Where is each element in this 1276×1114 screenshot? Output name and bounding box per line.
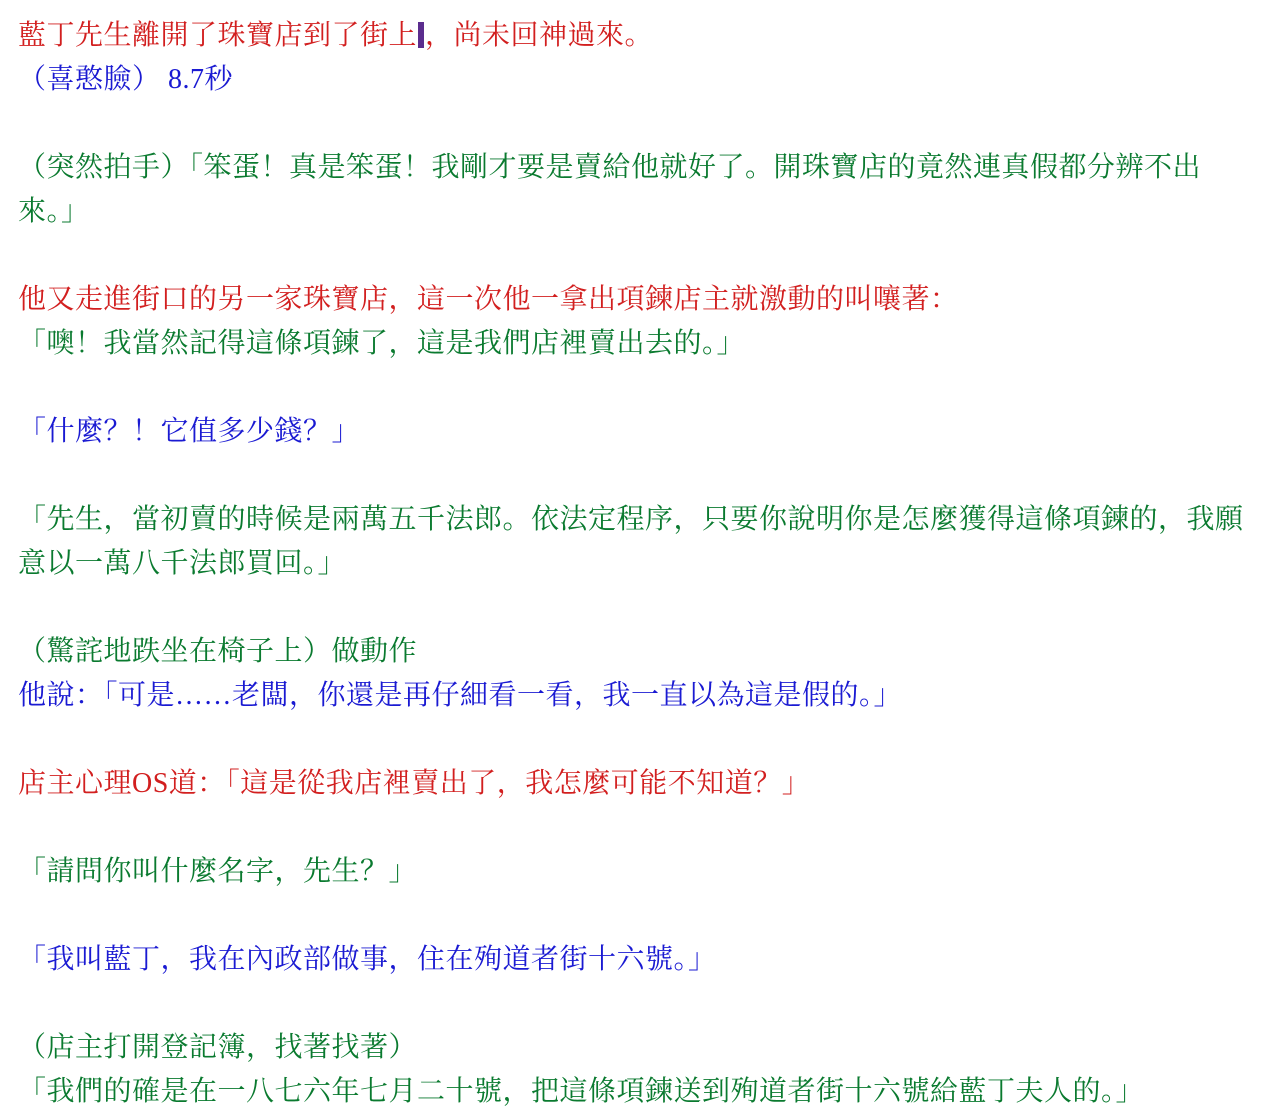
text-line[interactable] <box>18 630 1258 674</box>
paragraph-gap <box>18 806 1258 850</box>
text-line[interactable] <box>18 322 1258 366</box>
text-line[interactable] <box>18 938 1258 982</box>
paragraph-gap <box>18 366 1258 410</box>
paragraph-gap <box>18 982 1258 1026</box>
paragraph-gap <box>18 454 1258 498</box>
text-line[interactable] <box>18 146 1258 234</box>
text-line[interactable] <box>18 498 1258 586</box>
text-segment: 「我叫藍丁，我在內政部做事，住在殉道者街十六號。」 <box>18 944 717 975</box>
text-segment: 他說：「可是……老闆，你還是再仔細看一看，我一直以為這是假的。」 <box>18 680 903 711</box>
paragraph-gap <box>18 102 1258 146</box>
paragraph-gap <box>18 586 1258 630</box>
text-segment: 「我們的確是在一八七六年七月二十號，把這條項鍊送到殉道者街十六號給藍丁夫人的。」 <box>18 1076 1145 1107</box>
text-line[interactable] <box>18 1070 1258 1114</box>
text-segment: （突然拍手）「笨蛋！真是笨蛋！我剛才要是賣給他就好了。開珠寶店的竟然連真假都分辨不出來。」 <box>18 152 1202 227</box>
paragraph-gap <box>18 894 1258 938</box>
document-text-body[interactable] <box>18 14 1258 1114</box>
text-segment: 「請問你叫什麼名字，先生？」 <box>18 856 418 887</box>
paragraph-gap <box>18 718 1258 762</box>
text-line[interactable] <box>18 762 1258 806</box>
text-segment: （喜憨臉） 8.7秒 <box>18 64 234 95</box>
text-line[interactable] <box>18 674 1258 718</box>
text-line[interactable] <box>18 14 1258 58</box>
text-line[interactable] <box>18 278 1258 322</box>
text-line[interactable] <box>18 1026 1258 1070</box>
text-segment: 店主心理OS道：「這是從我店裡賣出了，我怎麼可能不知道？」 <box>18 768 811 799</box>
text-segment: 藍丁先生離開了珠寶店到了街上 <box>18 20 418 51</box>
text-segment: 他又走進街口的另一家珠寶店，這一次他一拿出項鍊店主就激動的叫嚷著： <box>18 284 959 315</box>
text-segment: （驚詫地跌坐在椅子上）做動作 <box>18 636 418 667</box>
text-segment: 「噢！我當然記得這條項鍊了，這是我們店裡賣出去的。」 <box>18 328 746 359</box>
text-segment: 「先生，當初賣的時候是兩萬五千法郎。依法定程序，只要你說明你是怎麼獲得這條項鍊的，我願意以一萬八千法郎買回。」 <box>18 504 1244 579</box>
text-segment: ，尚未回神過來。 <box>425 20 654 51</box>
text-line[interactable] <box>18 58 1258 102</box>
text-cursor <box>418 22 424 48</box>
text-segment: （店主打開登記簿，找著找著） <box>18 1032 418 1063</box>
text-line[interactable] <box>18 410 1258 454</box>
text-line[interactable] <box>18 850 1258 894</box>
text-segment: 「什麼？！它值多少錢？」 <box>18 416 361 447</box>
paragraph-gap <box>18 234 1258 278</box>
